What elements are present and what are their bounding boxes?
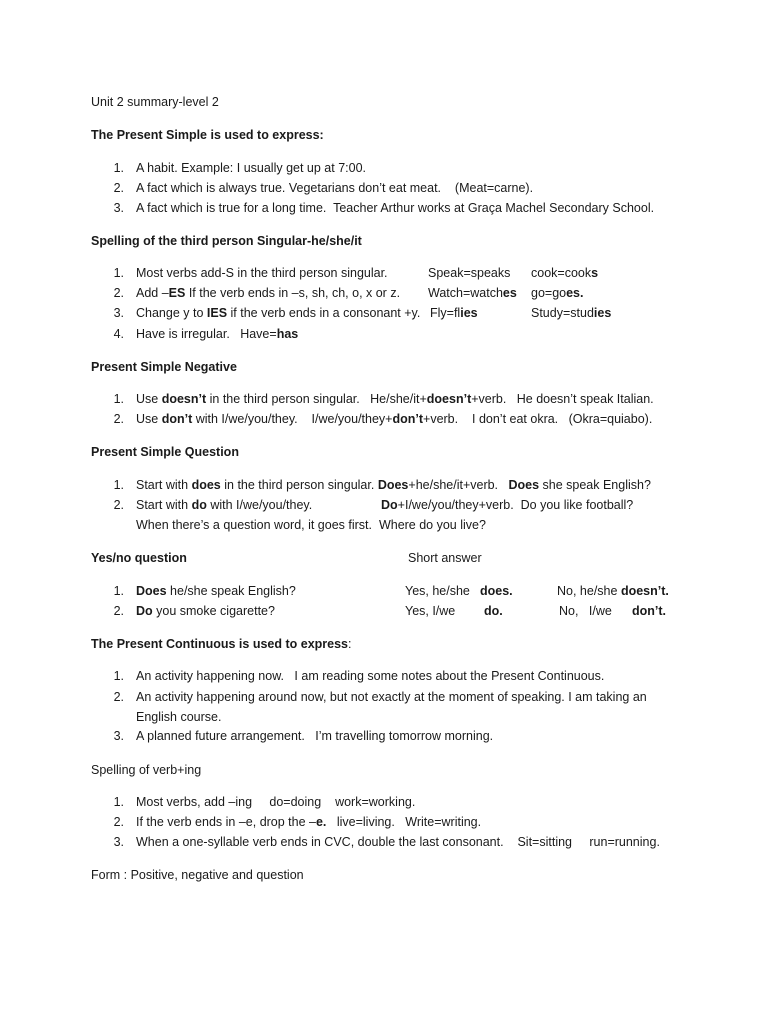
list-item: Most verbs add-S in the third person singular. bbox=[136, 266, 388, 280]
question-formula: Do+I/we/you/they+verb. Do you like football? bbox=[381, 498, 634, 512]
list-number: 2. bbox=[113, 412, 124, 426]
list-number: 1. bbox=[113, 584, 124, 598]
spelling-example: Fly=flies bbox=[430, 306, 478, 320]
spelling-example: Speak=speaks bbox=[428, 266, 511, 280]
list-item: If the verb ends in –e, drop the –e. live=living. Write=writing. bbox=[136, 815, 482, 829]
list-item: Use doesn’t in the third person singular. He/she/it+doesn’t+verb. He doesn’t speak Italian. bbox=[136, 392, 654, 406]
list-item: A fact which is always true. Vegetarians don’t eat meat. (Meat=carne). bbox=[136, 181, 534, 195]
list-number: 2. bbox=[113, 690, 124, 704]
list-number: 1. bbox=[113, 478, 124, 492]
list-number: 2. bbox=[113, 604, 124, 618]
list-number: 3. bbox=[113, 201, 124, 215]
list-item-continued: English course. bbox=[136, 710, 222, 724]
short-answer-label: Short answer bbox=[408, 551, 482, 565]
yes-answer-verb: does. bbox=[480, 584, 513, 598]
spelling-third-heading: Spelling of the third person Singular-he/she/it bbox=[91, 234, 362, 248]
spelling-example: go=goes. bbox=[531, 286, 584, 300]
question-heading: Present Simple Question bbox=[91, 445, 239, 459]
list-item: Change y to IES if the verb ends in a consonant +y. bbox=[136, 306, 421, 320]
yesno-question: Does he/she speak English? bbox=[136, 584, 296, 598]
list-item: Most verbs, add –ing do=doing work=working. bbox=[136, 795, 416, 809]
list-number: 1. bbox=[113, 669, 124, 683]
list-item: A planned future arrangement. I’m travelling tomorrow morning. bbox=[136, 729, 494, 743]
list-item: An activity happening around now, but not exactly at the moment of speaking. I am taking an bbox=[136, 690, 647, 704]
list-item: Add –ES If the verb ends in –s, sh, ch, o, x or z. bbox=[136, 286, 401, 300]
list-item: An activity happening now. I am reading some notes about the Present Continuous. bbox=[136, 669, 605, 683]
list-number: 2. bbox=[113, 498, 124, 512]
list-item: Start with do with I/we/you/they. bbox=[136, 498, 313, 512]
yesno-question: Do you smoke cigarette? bbox=[136, 604, 275, 618]
list-number: 1. bbox=[113, 392, 124, 406]
yes-answer: Yes, he/she bbox=[405, 584, 470, 598]
list-number: 1. bbox=[113, 161, 124, 175]
list-number: 3. bbox=[113, 835, 124, 849]
list-number: 2. bbox=[113, 815, 124, 829]
list-number: 3. bbox=[113, 306, 124, 320]
no-answer: No, he/she doesn’t. bbox=[557, 584, 669, 598]
list-number: 2. bbox=[113, 181, 124, 195]
spelling-example: cook=cooks bbox=[531, 266, 599, 280]
list-number: 1. bbox=[113, 266, 124, 280]
negative-heading: Present Simple Negative bbox=[91, 360, 237, 374]
form-line: Form : Positive, negative and question bbox=[91, 868, 304, 882]
present-simple-heading: The Present Simple is used to express: bbox=[91, 128, 324, 142]
unit-title: Unit 2 summary-level 2 bbox=[91, 95, 219, 109]
list-number: 1. bbox=[113, 795, 124, 809]
list-item: Use don’t with I/we/you/they. I/we/you/they+don’t+verb. I don’t eat okra. (Okra=quiabo). bbox=[136, 412, 653, 426]
list-item: When a one-syllable verb ends in CVC, double the last consonant. Sit=sitting run=running. bbox=[136, 835, 660, 849]
list-item: A fact which is true for a long time. Teacher Arthur works at Graça Machel Secondary School. bbox=[136, 201, 655, 215]
no-answer-verb: don’t. bbox=[632, 604, 667, 618]
spelling-ing-heading: Spelling of verb+ing bbox=[91, 763, 202, 777]
question-note: When there’s a question word, it goes first. Where do you live? bbox=[136, 518, 486, 532]
list-item: Have is irregular. Have=has bbox=[136, 327, 299, 341]
list-item: A habit. Example: I usually get up at 7:00. bbox=[136, 161, 367, 175]
yesno-heading: Yes/no question bbox=[91, 551, 187, 565]
list-number: 3. bbox=[113, 729, 124, 743]
spelling-example: Watch=watches bbox=[428, 286, 517, 300]
yes-answer-verb: do. bbox=[484, 604, 503, 618]
yes-answer: Yes, I/we bbox=[405, 604, 456, 618]
list-number: 2. bbox=[113, 286, 124, 300]
continuous-heading: The Present Continuous is used to express: bbox=[91, 637, 352, 651]
no-answer: No, I/we bbox=[559, 604, 612, 618]
spelling-example: Study=studies bbox=[531, 306, 612, 320]
list-item: Start with does in the third person singular. Does+he/she/it+verb. Does she speak English? bbox=[136, 478, 651, 492]
list-number: 4. bbox=[113, 327, 124, 341]
